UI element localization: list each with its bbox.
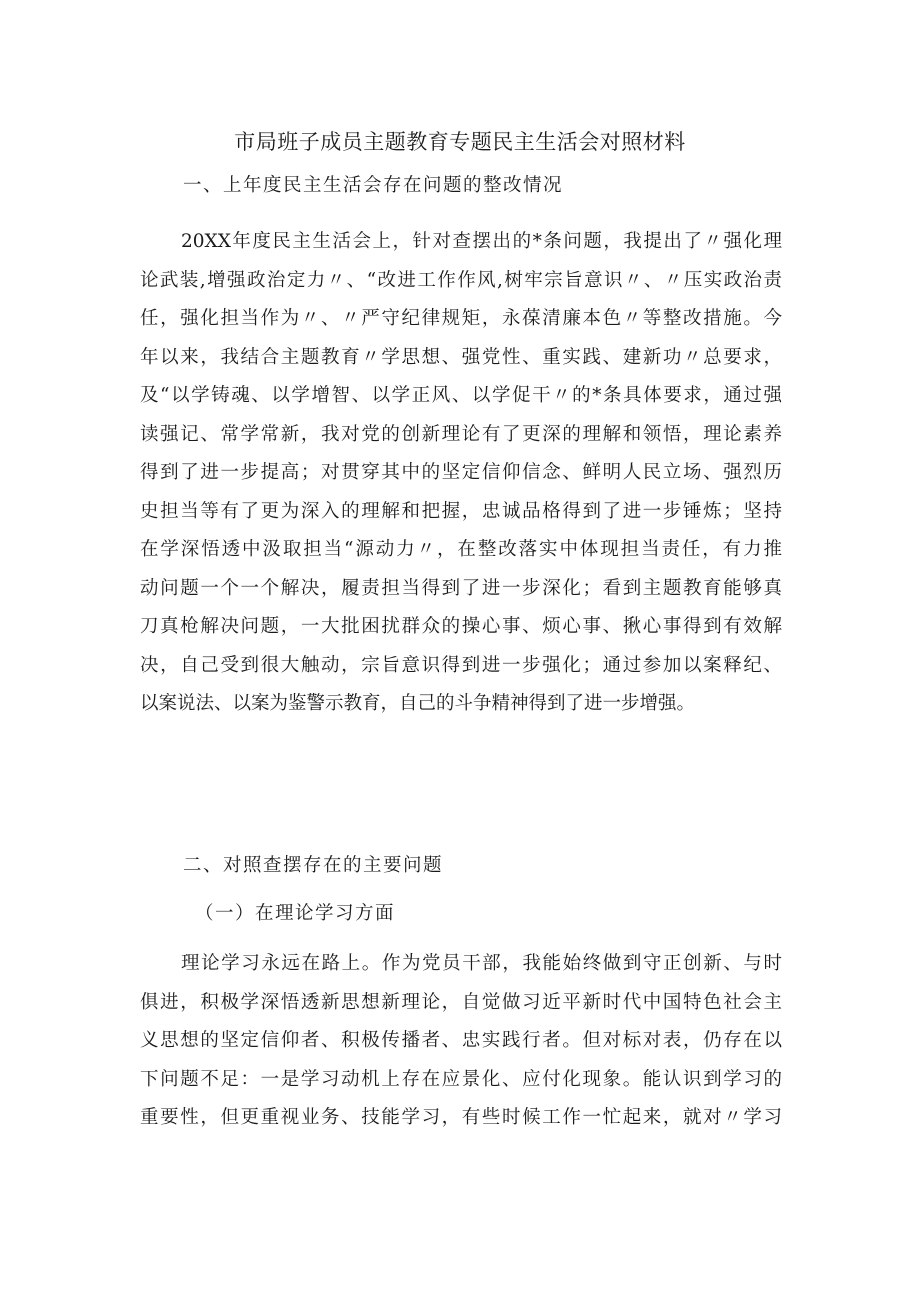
section-1-paragraph bbox=[140, 223, 782, 724]
paragraph-line: 在学深悟透中汲取担当“源动力〃，在整改落实中体现担当责任，有力推 bbox=[140, 539, 782, 560]
paragraph-line: 论武装,增强政治定力〃、“改进工作作风,树牢宗旨意识〃、〃压实政治责 bbox=[140, 269, 782, 291]
section-1-heading: 一、上年度民主生活会存在问题的整改情况 bbox=[183, 175, 564, 196]
paragraph-line: 决，自己受到很大触动，宗旨意识得到进一步强化；通过参加以案释纪、 bbox=[140, 654, 782, 676]
paragraph-line: 刀真枪解决问题，一大批困扰群众的操心事、烦心事、揪心事得到有效解 bbox=[140, 616, 782, 637]
document-title: 市局班子成员主题教育专题民主生活会对照材料 bbox=[234, 130, 686, 154]
paragraph-line: 动问题一个一个解决，履责担当得到了进一步深化；看到主题教育能够真 bbox=[140, 577, 782, 599]
section-2-subheading: （一）在理论学习方面 bbox=[195, 903, 396, 924]
paragraph-line: 义思想的坚定信仰者、积极传播者、忠实践行者。但对标对表，仍存在以 bbox=[140, 1030, 782, 1051]
paragraph-line: 下问题不足：一是学习动机上存在应景化、应付化现象。能认识到学习的 bbox=[140, 1068, 782, 1090]
paragraph-line: 及“以学铸魂、以学增智、以学正风、以学促干〃的*条具体要求，通过强 bbox=[140, 385, 782, 406]
paragraph-line: 任，强化担当作为〃、〃严守纪律规矩，永葆清廉本色〃等整改措施。今 bbox=[140, 308, 782, 329]
paragraph-line: 年以来，我结合主题教育〃学思想、强党性、重实践、建新功〃总要求， bbox=[140, 346, 782, 368]
section-2-paragraph bbox=[140, 945, 782, 1138]
paragraph-line: 20XX年度民主生活会上，针对查摆出的*条问题，我提出了〃强化理 bbox=[181, 231, 782, 252]
paragraph-line: 读强记、常学常新，我对党的创新理论有了更深的理解和领悟，理论素养 bbox=[140, 423, 782, 445]
paragraph-line: 以案说法、以案为鉴警示教育，自己的斗争精神得到了进一步增强。 bbox=[140, 693, 696, 714]
paragraph-line: 得到了进一步提高；对贯穿其中的坚定信仰信念、鲜明人民立场、强烈历 bbox=[140, 462, 782, 483]
paragraph-line: 俱进，积极学深悟透新思想新理论，自觉做习近平新时代中国特色社会主 bbox=[140, 991, 782, 1013]
paragraph-line: 史担当等有了更为深入的理解和把握，忠诚品格得到了进一步锤炼；坚持 bbox=[140, 500, 782, 522]
section-2-heading: 二、对照查摆存在的主要问题 bbox=[183, 855, 444, 876]
paragraph-line: 理论学习永远在路上。作为党员干部，我能始终做到守正创新、与时 bbox=[181, 953, 782, 974]
paragraph-line: 重要性，但更重视业务、技能学习，有些时候工作一忙起来，就对〃学习 bbox=[140, 1107, 782, 1128]
